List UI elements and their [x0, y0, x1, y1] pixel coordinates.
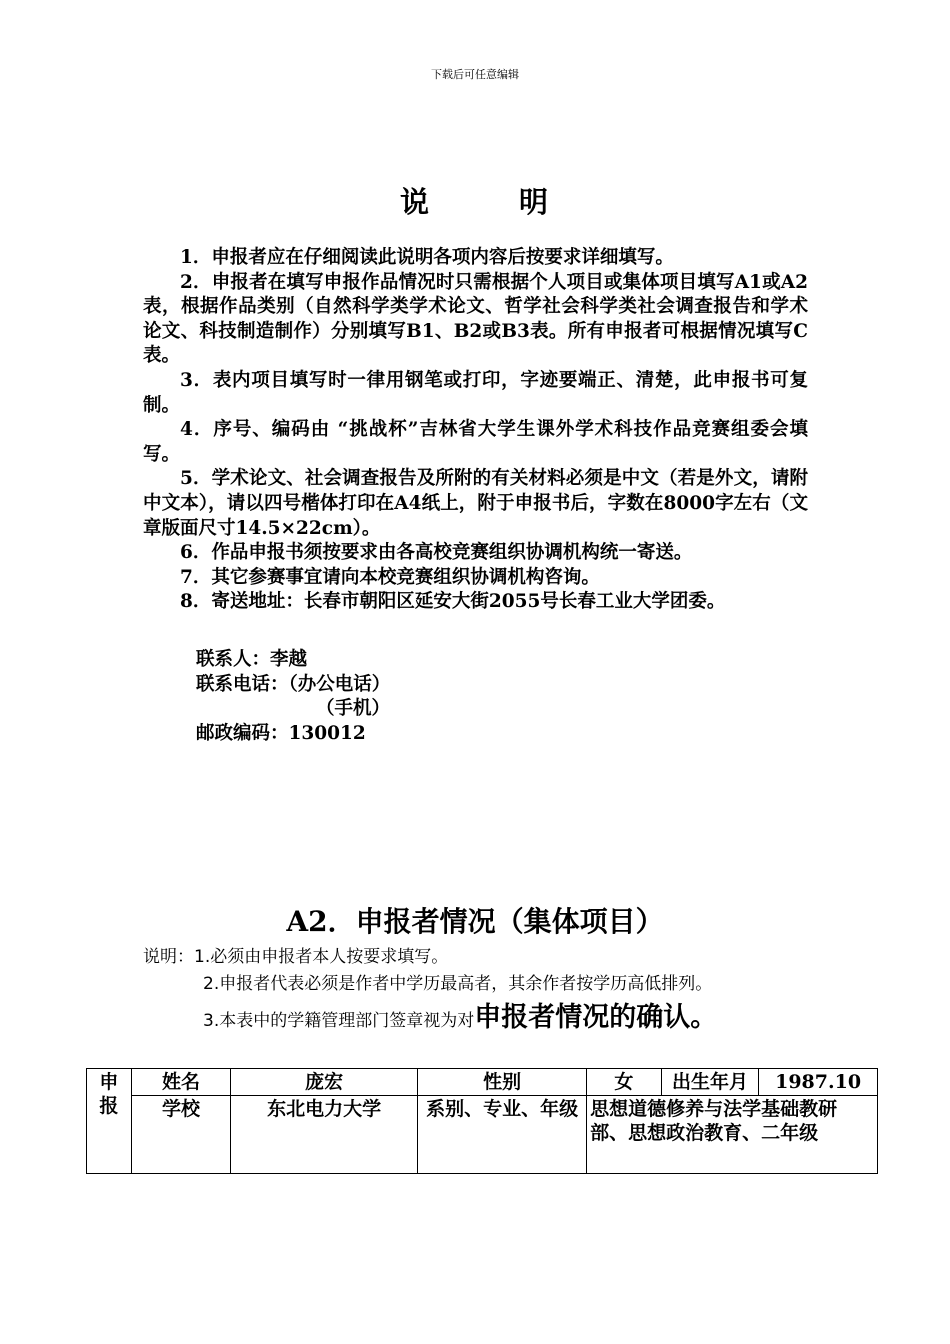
- instructions-list: [143, 246, 808, 615]
- note-3-big: 申报者情况的确认。: [474, 1002, 718, 1033]
- table-row: [87, 1069, 878, 1096]
- instruction-item: 2．申报者在填写申报作品情况时只需根据个人项目或集体项目填写A1或A2表，根据作品类别（自然科学类学术论文、哲学社会科学类社会调查报告和学术论文、科技制造制作）分别填写B1、B2或B3表。所有申报者可根据情况填写C表。: [143, 271, 808, 367]
- instruction-item: 3．表内项目填写时一律用钢笔或打印，字迹要端正、清楚，此申报书可复制。: [143, 369, 808, 416]
- contact-phone: 联系电话：（办公电话）: [196, 673, 391, 695]
- section-notes: [143, 944, 808, 1035]
- title-part-2: 明: [519, 185, 551, 219]
- birth-value: 1987.10: [759, 1069, 878, 1096]
- table-row: [87, 1096, 878, 1174]
- section-title: A2．申报者情况（集体项目）: [286, 905, 664, 938]
- contact-person: 联系人：李越: [196, 649, 308, 670]
- instruction-item: 8．寄送地址：长春市朝阳区延安大街2055号长春工业大学团委。: [180, 591, 726, 613]
- birth-label: 出生年月: [661, 1069, 758, 1096]
- gender-label: 性别: [418, 1069, 587, 1096]
- note-2: 2.申报者代表必须是作者中学历最高者，其余作者按学历高低排列。: [203, 974, 713, 994]
- note-1: 说明：1.必须由申报者本人按要求填写。: [143, 947, 449, 967]
- header-note: 下载后可任意编辑: [431, 68, 519, 81]
- school-label: 学校: [131, 1096, 230, 1174]
- instruction-item: 6．作品申报书须按要求由各高校竞赛组织协调机构统一寄送。: [180, 542, 693, 564]
- note-3: [143, 1004, 808, 1035]
- contact-mobile: （手机）: [316, 698, 391, 720]
- instruction-item: 7．其它参赛事宜请向本校竞赛组织协调机构咨询。: [180, 566, 600, 588]
- dept-value: 思想道德修养与法学基础教研部、思想政治教育、二年级: [587, 1096, 878, 1174]
- name-label: 姓名: [131, 1069, 230, 1096]
- name-value: 庞宏: [231, 1069, 418, 1096]
- gender-value: 女: [587, 1069, 662, 1096]
- title-part-1: 说: [399, 185, 431, 219]
- side-label: 申 报: [87, 1069, 132, 1174]
- applicant-table: [86, 1068, 878, 1174]
- contact-block: [196, 648, 796, 746]
- note-3-small: 3.本表中的学籍管理部门签章视为对: [203, 1011, 475, 1031]
- instruction-item: 5．学术论文、社会调查报告及所附的有关材料必须是中文（若是外文，请附中文本），请以四号楷体打印在A4纸上，附于申报书后，字数在8000字左右（文章版面尺寸14.5×22cm）。: [143, 468, 808, 539]
- instruction-item: 4．序号、编码由 “挑战杯”吉林省大学生课外学术科技作品竞赛组委会填写。: [143, 419, 808, 465]
- dept-label: 系别、专业、年级: [418, 1096, 587, 1174]
- school-value: 东北电力大学: [231, 1096, 418, 1174]
- instruction-item: 1．申报者应在仔细阅读此说明各项内容后按要求详细填写。: [180, 247, 674, 268]
- contact-postal-code: 邮政编码：130012: [196, 722, 366, 744]
- page-title: [0, 180, 950, 221]
